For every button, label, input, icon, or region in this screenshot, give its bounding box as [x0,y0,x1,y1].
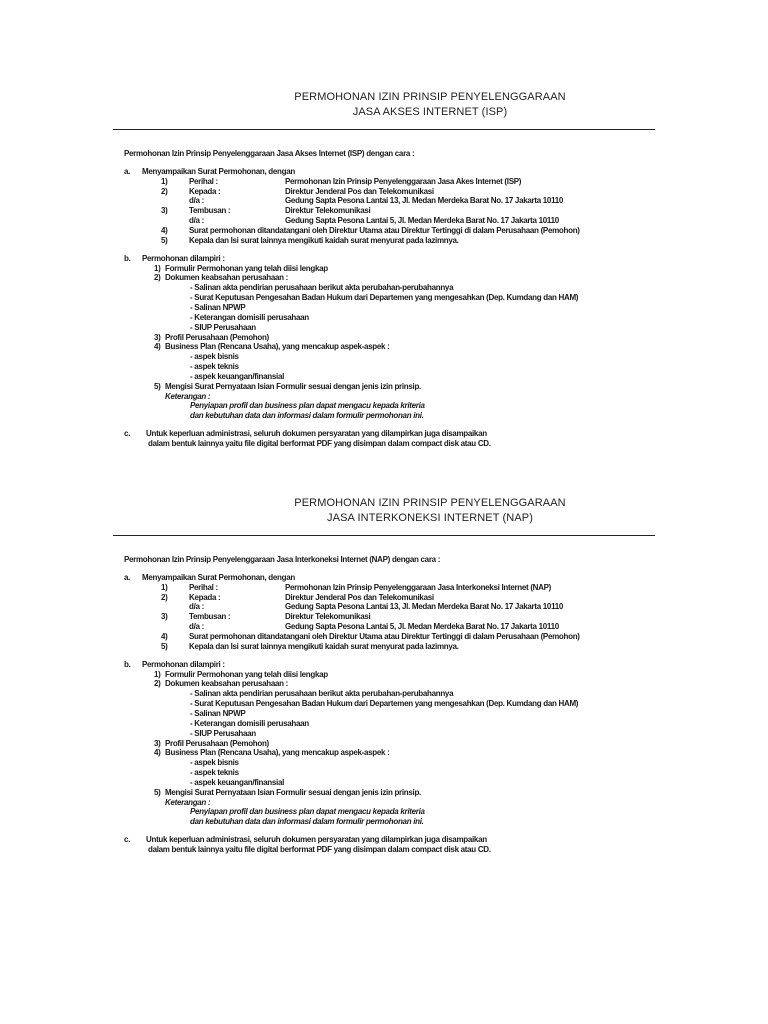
item-number: 1) [154,263,161,273]
row-value: Direktur Telekomunikasi [285,612,371,622]
section-title-line2: JASA INTERKONEKSI INTERNET (NAP) [327,512,533,524]
row-label: Tembusan : [189,612,231,622]
title-divider [113,129,655,130]
intro-text: Permohonan Izin Prinsip Penyelenggaraan Jasa Akses Internet (ISP) dengan cara : [124,149,415,158]
item-text: Dokumen keabsahan perusahaan : [165,679,289,689]
item-text: Formulir Permohonan yang telah diisi lengkap [165,263,328,273]
row-number: 4) [161,631,168,641]
row-number: 4) [161,225,168,235]
note-text: Penyiapan profil dan business plan dapat mengacu kepada kriteria [190,401,425,411]
section-c-text: Untuk keperluan administrasi, seluruh dokumen persyaratan yang dilampirkan juga disampaikan [146,429,487,439]
row-label: Kepada : [189,186,221,196]
row-label: Surat permohonan ditandatangani oleh Direktur Utama atau Direktur Tertinggi di dalam Perusahaan (Pemohon) [189,631,580,641]
section-b-heading-text: Permohonan dilampiri : [142,253,225,263]
row-value: Gedung Sapta Pesona Lantai 13, Jl. Medan Merdeka Barat No. 17 Jakarta 10110 [285,602,564,612]
subitem-text: - Salinan NPWP [190,302,246,312]
note-text: dan kebutuhan data dan informasi dalam formulir permohonan ini. [190,411,424,421]
row-label: Kepala dan Isi surat lainnya mengikuti kaidah surat menyurat pada lazimnya. [189,235,459,245]
subitem-text: - Surat Keputusan Pengesahan Badan Hukum dari Departemen yang mengesahkan (Dep. Kumdang dan HAM) [190,699,579,709]
row-label: Surat permohonan ditandatangani oleh Direktur Utama atau Direktur Tertinggi di dalam Perusahaan (Pemohon) [189,225,580,235]
row-number: 2) [161,592,168,602]
list-marker: a. [124,572,131,582]
row-number: 5) [161,641,168,651]
subitem-text: - aspek keuangan/finansial [190,777,285,787]
row-value: Gedung Sapta Pesona Lantai 13, Jl. Medan Merdeka Barat No. 17 Jakarta 10110 [285,196,564,206]
section-a-heading-text: Menyampaikan Surat Permohonan, dengan [142,166,295,176]
subitem-text: - aspek bisnis [190,352,239,362]
item-number: 2) [154,679,161,689]
item-number: 3) [154,332,161,342]
row-value: Direktur Jenderal Pos dan Telekomunikasi [285,186,434,196]
row-label: d/a : [189,602,204,612]
subitem-text: - SIUP Perusahaan [190,728,256,738]
item-number: 5) [154,787,161,797]
item-text: Profil Perusahaan (Pemohon) [165,332,269,342]
row-number: 2) [161,186,168,196]
row-label: d/a : [189,622,204,632]
item-text: Dokumen keabsahan perusahaan : [165,273,289,283]
title-divider [113,535,655,536]
list-marker: c. [124,835,131,845]
row-number: 1) [161,582,168,592]
item-text: Formulir Permohonan yang telah diisi lengkap [165,669,328,679]
row-value: Gedung Sapta Pesona Lantai 5, Jl. Medan Merdeka Barat No. 17 Jakarta 10110 [285,622,559,632]
section-c-text: dalam bentuk lainnya yaitu file digital berformat PDF yang disimpan dalam compact disk atau CD. [148,439,491,448]
item-text: Mengisi Surat Pernyataan Isian Formulir sesuai dengan jenis izin prinsip. [165,381,421,391]
row-number: 3) [161,206,168,216]
subitem-text: - Surat Keputusan Pengesahan Badan Hukum dari Departemen yang mengesahkan (Dep. Kumdang dan HAM) [190,293,579,303]
subitem-text: - Keterangan domisili perusahaan [190,718,309,728]
subitem-text: - Salinan akta pendirian perusahaan berikut akta perubahan-perubahannya [190,689,454,699]
item-number: 4) [154,748,161,758]
row-number: 3) [161,612,168,622]
row-label: Tembusan : [189,206,231,216]
row-label: Perihal : [189,176,218,186]
item-number: 4) [154,342,161,352]
row-value: Permohonan Izin Prinsip Penyelenggaraan Jasa Interkoneksi Internet (NAP) [285,582,552,592]
item-text: Business Plan (Rencana Usaha), yang mencakup aspek-aspek : [165,342,390,352]
section-title-line1: PERMOHONAN IZIN PRINSIP PENYELENGGARAAN [294,91,566,103]
item-number: 5) [154,381,161,391]
row-label: Kepala dan Isi surat lainnya mengikuti kaidah surat menyurat pada lazimnya. [189,641,459,651]
section-a-heading-text: Menyampaikan Surat Permohonan, dengan [142,572,295,582]
subitem-text: - Salinan akta pendirian perusahaan berikut akta perubahan-perubahannya [190,283,454,293]
row-value: Direktur Telekomunikasi [285,206,371,216]
section-title-line2: JASA AKSES INTERNET (ISP) [352,106,508,118]
subitem-text: - aspek teknis [190,768,239,777]
row-value: Gedung Sapta Pesona Lantai 5, Jl. Medan Merdeka Barat No. 17 Jakarta 10110 [285,216,559,226]
item-text: Mengisi Surat Pernyataan Isian Formulir sesuai dengan jenis izin prinsip. [165,787,421,797]
row-number: 1) [161,176,168,186]
row-value: Permohonan Izin Prinsip Penyelenggaraan Jasa Akes Internet (ISP) [285,176,522,186]
item-number: 2) [154,273,161,283]
subitem-text: - Keterangan domisili perusahaan [190,312,309,322]
row-label: Kepada : [189,592,221,602]
intro-text: Permohonan Izin Prinsip Penyelenggaraan Jasa Interkoneksi Internet (NAP) dengan cara : [124,555,441,564]
note-label: Keterangan : [165,391,211,401]
row-value: Direktur Jenderal Pos dan Telekomunikasi [285,592,434,602]
section-title-line1: PERMOHONAN IZIN PRINSIP PENYELENGGARAAN [294,497,566,509]
list-marker: b. [124,253,131,263]
note-label: Keterangan : [165,797,211,807]
row-number: 5) [161,235,168,245]
section-c-text: dalam bentuk lainnya yaitu file digital berformat PDF yang disimpan dalam compact disk atau CD. [148,845,491,854]
subitem-text: - Salinan NPWP [190,708,246,718]
section-c-text: Untuk keperluan administrasi, seluruh dokumen persyaratan yang dilampirkan juga disampaikan [146,835,487,845]
subitem-text: - SIUP Perusahaan [190,322,256,332]
note-text: dan kebutuhan data dan informasi dalam formulir permohonan ini. [190,817,424,827]
row-label: d/a : [189,196,204,206]
item-number: 3) [154,738,161,748]
subitem-text: - aspek bisnis [190,758,239,768]
subitem-text: - aspek keuangan/finansial [190,371,285,381]
list-marker: c. [124,429,131,439]
list-marker: a. [124,166,131,176]
item-text: Profil Perusahaan (Pemohon) [165,738,269,748]
item-number: 1) [154,669,161,679]
section-b-heading-text: Permohonan dilampiri : [142,659,225,669]
item-text: Business Plan (Rencana Usaha), yang mencakup aspek-aspek : [165,748,390,758]
row-label: d/a : [189,216,204,226]
subitem-text: - aspek teknis [190,362,239,371]
note-text: Penyiapan profil dan business plan dapat mengacu kepada kriteria [190,807,425,817]
row-label: Perihal : [189,582,218,592]
list-marker: b. [124,659,131,669]
